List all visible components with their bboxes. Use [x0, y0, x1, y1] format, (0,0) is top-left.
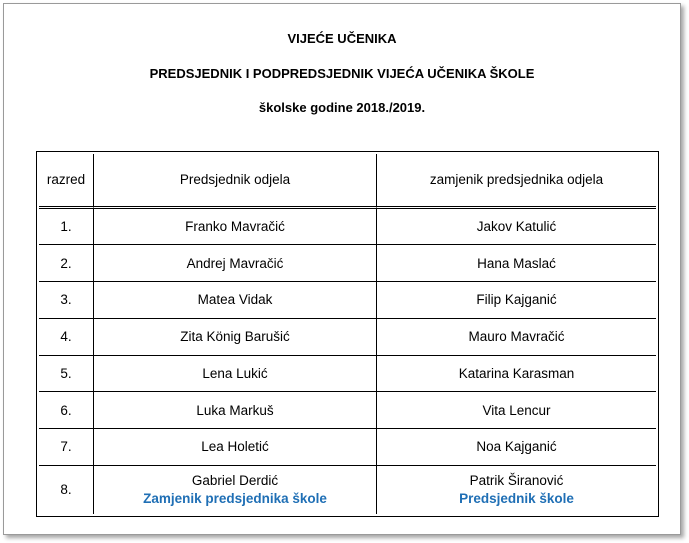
- deputy-cell: Hana Maslać: [377, 245, 656, 282]
- column-header-grade: razred: [39, 154, 94, 209]
- school-role-label: Zamjenik predsjednika škole: [143, 491, 327, 507]
- table-row: [39, 466, 656, 514]
- grade-cell: 3.: [39, 282, 94, 319]
- deputy-cell: Vita Lencur: [377, 392, 656, 429]
- grade-cell: 6.: [39, 392, 94, 429]
- deputy-cell: Jakov Katulić: [377, 209, 656, 246]
- grade-cell: 2.: [39, 245, 94, 282]
- grade-cell: 8.: [39, 466, 94, 514]
- grade-cell: 7.: [39, 429, 94, 466]
- president-cell: Andrej Mavračić: [94, 245, 377, 282]
- president-cell: Matea Vidak: [94, 282, 377, 319]
- table-row: [39, 209, 656, 246]
- table-row: [39, 356, 656, 393]
- table-row: [39, 282, 656, 319]
- council-table: [36, 151, 659, 517]
- table-row: [39, 392, 656, 429]
- president-cell: Franko Mavračić: [94, 209, 377, 246]
- deputy-cell: Mauro Mavračić: [377, 319, 656, 356]
- president-cell: Zita König Barušić: [94, 319, 377, 356]
- deputy-cell: Noa Kajganić: [377, 429, 656, 466]
- table-header-row: [39, 154, 656, 209]
- deputy-cell: Katarina Karasman: [377, 356, 656, 393]
- document-title: VIJEĆE UČENIKA: [287, 31, 397, 46]
- president-cell: [94, 466, 377, 514]
- document-subtitle: PREDSJEDNIK I PODPREDSJEDNIK VIJEĆA UČENIKA ŠKOLE: [149, 66, 535, 81]
- table-row: [39, 245, 656, 282]
- grade-cell: 1.: [39, 209, 94, 246]
- grade-cell: 5.: [39, 356, 94, 393]
- table-row: [39, 319, 656, 356]
- column-header-deputy: zamjenik predsjednika odjela: [377, 154, 656, 209]
- president-cell: Lena Lukić: [94, 356, 377, 393]
- president-cell: Lea Holetić: [94, 429, 377, 466]
- grade-cell: 4.: [39, 319, 94, 356]
- deputy-cell: Filip Kajganić: [377, 282, 656, 319]
- president-name: Gabriel Derdić: [191, 473, 279, 489]
- column-header-president: Predsjednik odjela: [94, 154, 377, 209]
- table-row: [39, 429, 656, 466]
- school-role-label: Predsjednik škole: [459, 491, 574, 507]
- deputy-name: Patrik Širanović: [469, 473, 564, 489]
- document-page: [3, 3, 681, 535]
- deputy-cell: [377, 466, 656, 514]
- school-year: školske godine 2018./2019.: [258, 100, 426, 115]
- president-cell: Luka Markuš: [94, 392, 377, 429]
